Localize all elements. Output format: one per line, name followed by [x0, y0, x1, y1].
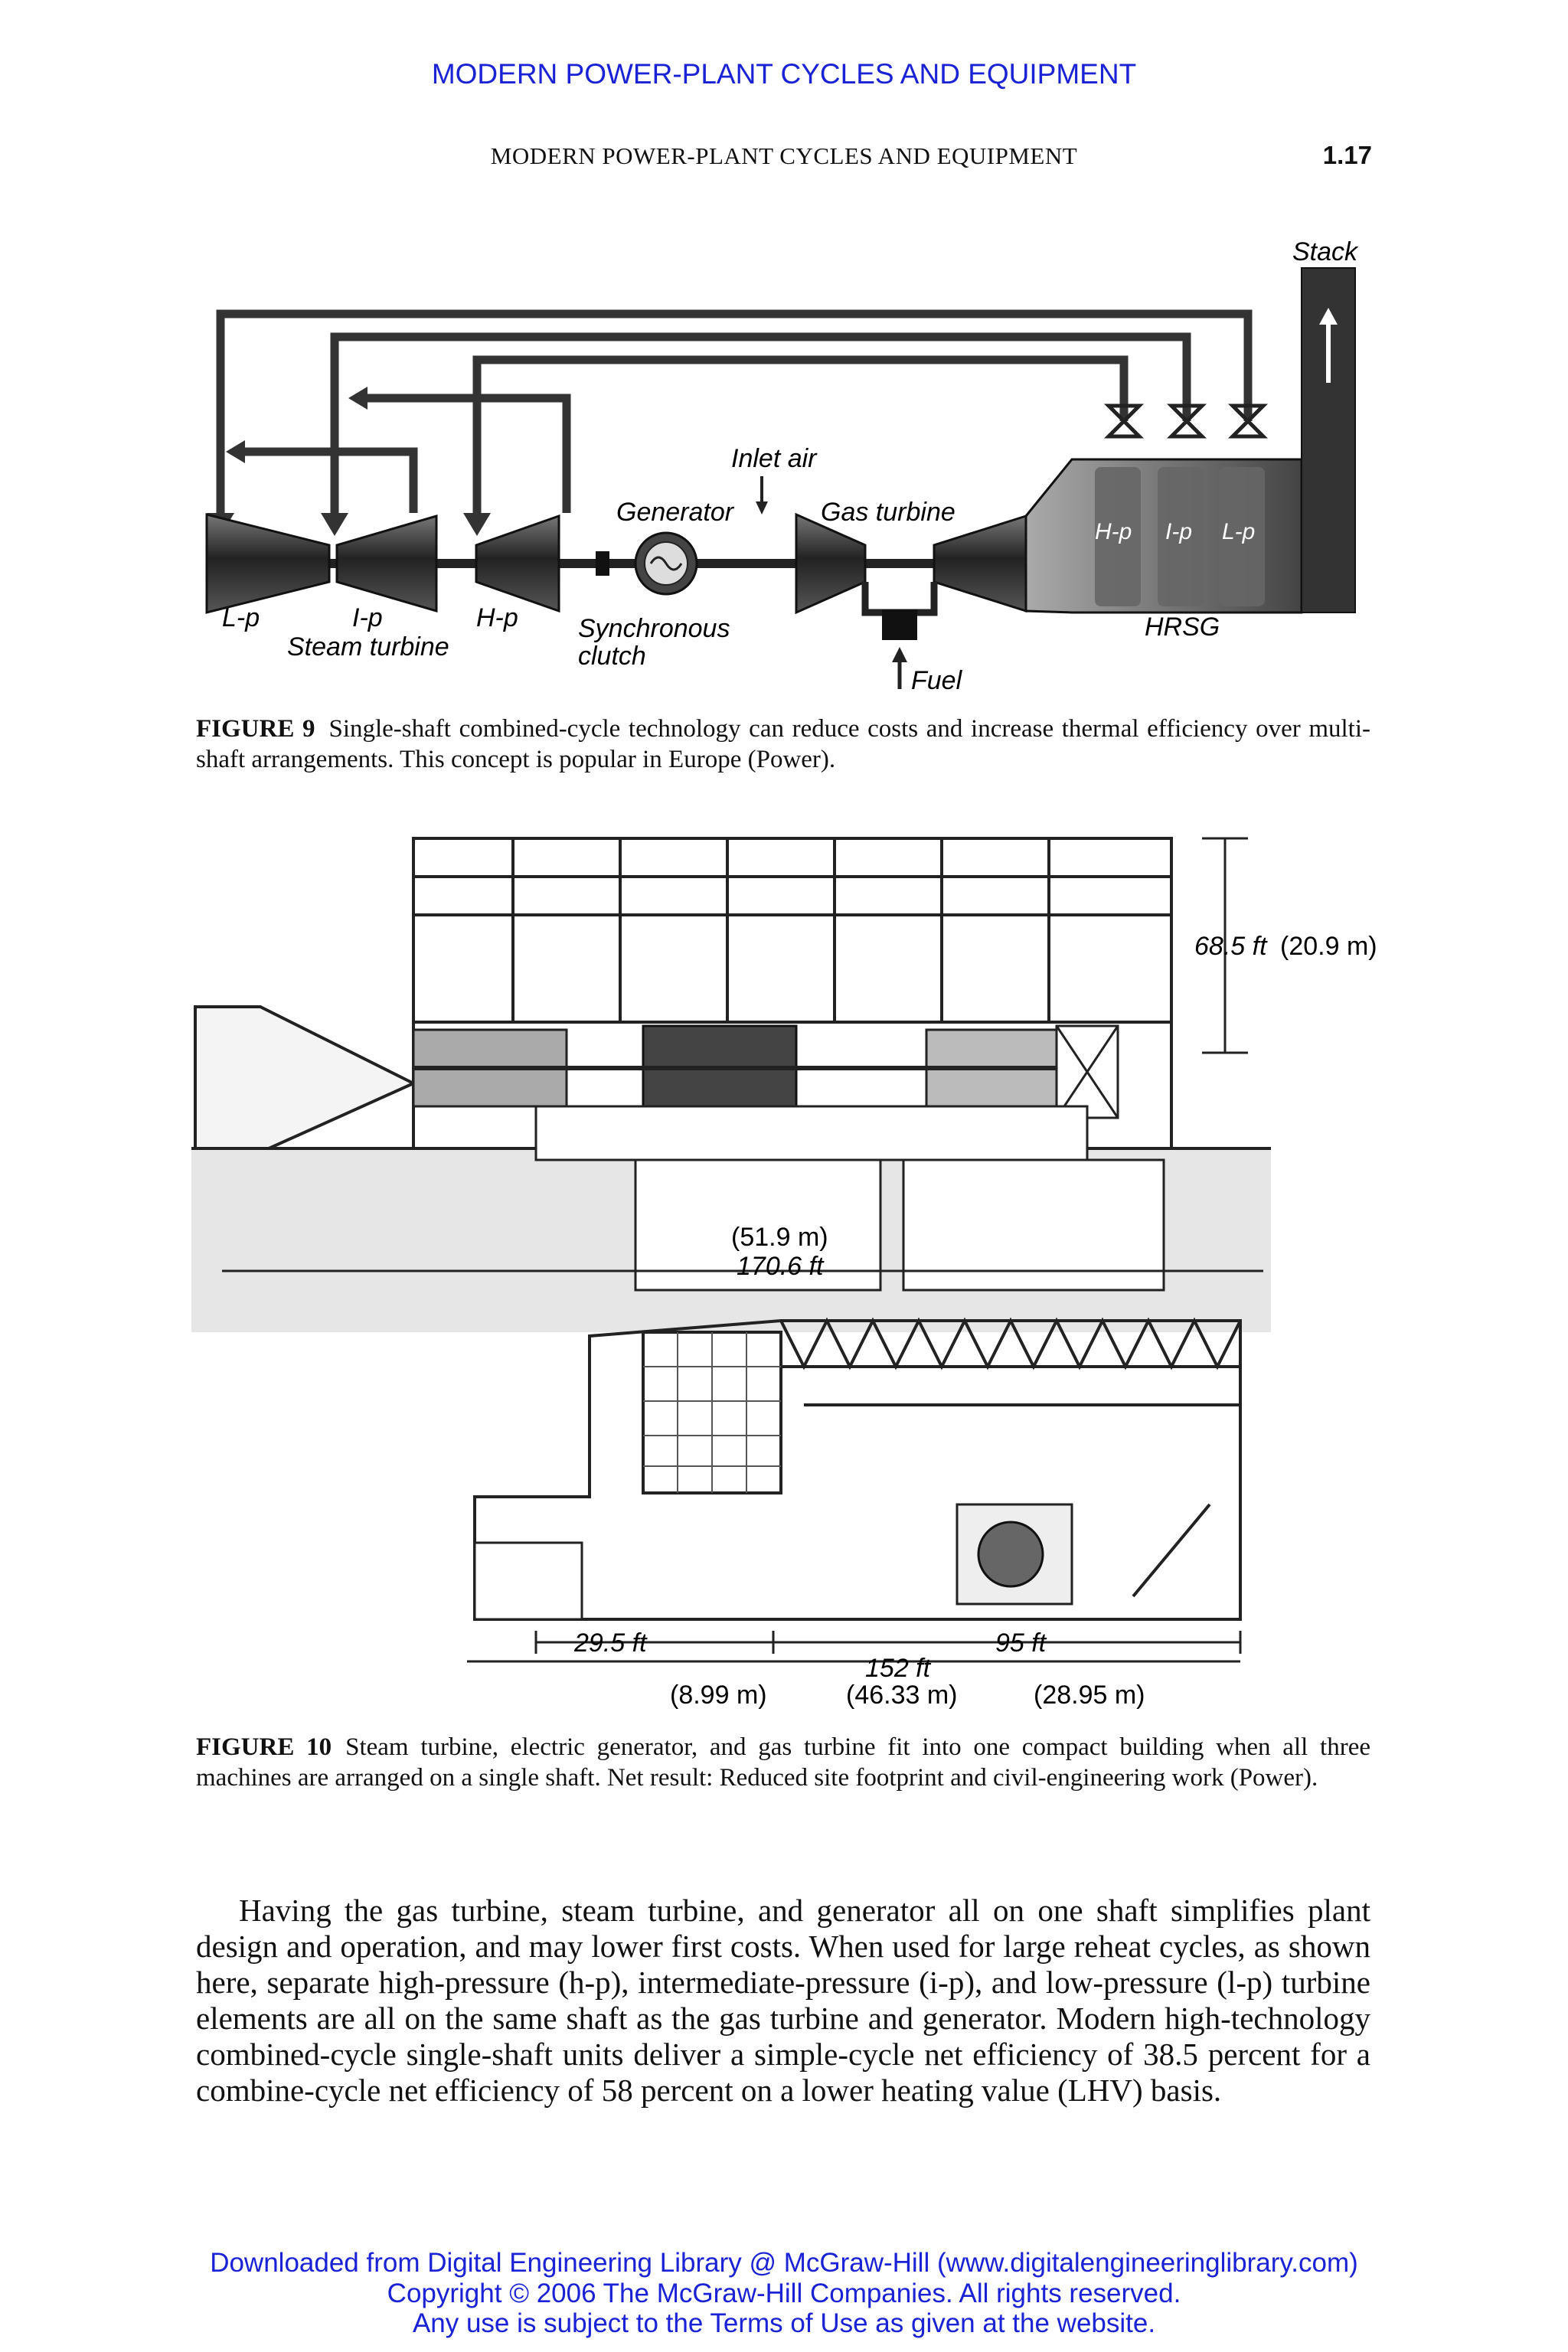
length-ft-label: 170.6 ft — [737, 1252, 824, 1281]
foundation-block — [536, 1106, 1087, 1160]
stack-label: Stack — [1292, 237, 1358, 266]
footer-terms-line[interactable]: Any use is subject to the Terms of Use as given at the website. — [412, 2308, 1156, 2338]
download-banner: MODERN POWER-PLANT CYCLES AND EQUIPMENT — [431, 58, 1137, 90]
hrsg-label: HRSG — [1145, 612, 1220, 642]
ip-turbine — [337, 516, 436, 611]
lp-turbine-label: L-p — [222, 603, 260, 632]
generator-label: Generator — [616, 498, 734, 527]
hp-steam-line — [477, 360, 1124, 513]
footer-copyright-line: Copyright © 2006 The McGraw-Hill Companies. All rights reserved. — [387, 2278, 1181, 2308]
steam-turbine-label: Steam turbine — [287, 632, 449, 662]
hrsg-hp-label: H-p — [1095, 519, 1132, 544]
hp-turbine-label: H-p — [476, 603, 518, 632]
running-head: MODERN POWER-PLANT CYCLES AND EQUIPMENT — [490, 142, 1078, 169]
figure-9-caption-label: FIGURE 9 — [196, 715, 315, 743]
return-line-2 — [245, 452, 413, 513]
inlet-filter-house — [195, 1007, 413, 1152]
dim-a-ft-label: 29.5 ft — [574, 1628, 647, 1658]
figure-10-caption-text: Steam turbine, electric generator, and gas turbine fit into one compact building when all three machines are arranged on a single shaft. Net result: Reduced site footprint and civil-engineering work (Power). — [196, 1733, 1370, 1792]
combustor-loop — [865, 582, 934, 612]
synchronous-clutch — [596, 551, 609, 576]
hrsg-ip-label: I-p — [1165, 519, 1193, 544]
dim-b-m-label: (28.95 m) — [1034, 1681, 1145, 1710]
dim-total-ft-label: 152 ft — [865, 1654, 931, 1683]
synchronous-label: Synchronous — [578, 614, 730, 643]
combustor — [882, 609, 917, 640]
dim-total-m-label: (46.33 m) — [846, 1681, 958, 1710]
figure-10-caption-label: FIGURE 10 — [196, 1733, 332, 1761]
hrsg-lp-label: L-p — [1222, 519, 1256, 544]
height-m-label: (20.9 m) — [1280, 932, 1377, 961]
dim-b-ft-label: 95 ft — [995, 1628, 1047, 1658]
figure-9-caption-text: Single-shaft combined-cycle technology can reduce costs and increase thermal efficiency over multi-shaft arrangements. This concept is popular in Europe (Power). — [196, 715, 1371, 773]
figure-10-caption — [196, 1732, 1370, 1793]
stairway — [1133, 1504, 1210, 1596]
gas-turbine-section — [934, 516, 1026, 611]
ip-turbine-label: I-p — [352, 603, 383, 632]
fuel-label: Fuel — [911, 666, 962, 695]
figure-9-diagram — [191, 230, 1378, 704]
figure-9-caption — [196, 714, 1370, 775]
height-ft-label: 68.5 ft — [1194, 932, 1267, 961]
building-section — [475, 1321, 1240, 1619]
hp-turbine — [476, 516, 559, 611]
figure-10-diagram — [191, 831, 1386, 1711]
body-paragraph: Having the gas turbine, steam turbine, and generator all on one shaft simplifies plant design and operation, and may lower first costs. When used for large reheat cycles, as shown here, separate high-pressure (h-p), intermediate-pressure (i-p), and low-pressure (l-p) turbine elements are all on the same shaft as the gas turbine and generator. Modern high-technology combined-cycle single-shaft units deliver a simple-cycle net efficiency of 38.5 percent for a combine-cycle net efficiency of 58 percent on a lower heating value (LHV) basis. — [196, 1893, 1370, 2108]
length-m-label: (51.9 m) — [731, 1223, 828, 1252]
lp-turbine — [207, 514, 329, 612]
clutch-label: clutch — [578, 642, 646, 671]
inlet-air-label: Inlet air — [731, 444, 817, 473]
gas-turbine-compressor — [796, 514, 865, 612]
footer-download-line[interactable]: Downloaded from Digital Engineering Library @ McGraw-Hill (www.digitalengineeringlibrary.com) — [210, 2248, 1358, 2278]
gas-turbine-label: Gas turbine — [821, 498, 956, 527]
dim-a-m-label: (8.99 m) — [670, 1681, 767, 1710]
page-number: 1.17 — [1322, 141, 1372, 169]
auxiliary-bay — [475, 1543, 582, 1619]
